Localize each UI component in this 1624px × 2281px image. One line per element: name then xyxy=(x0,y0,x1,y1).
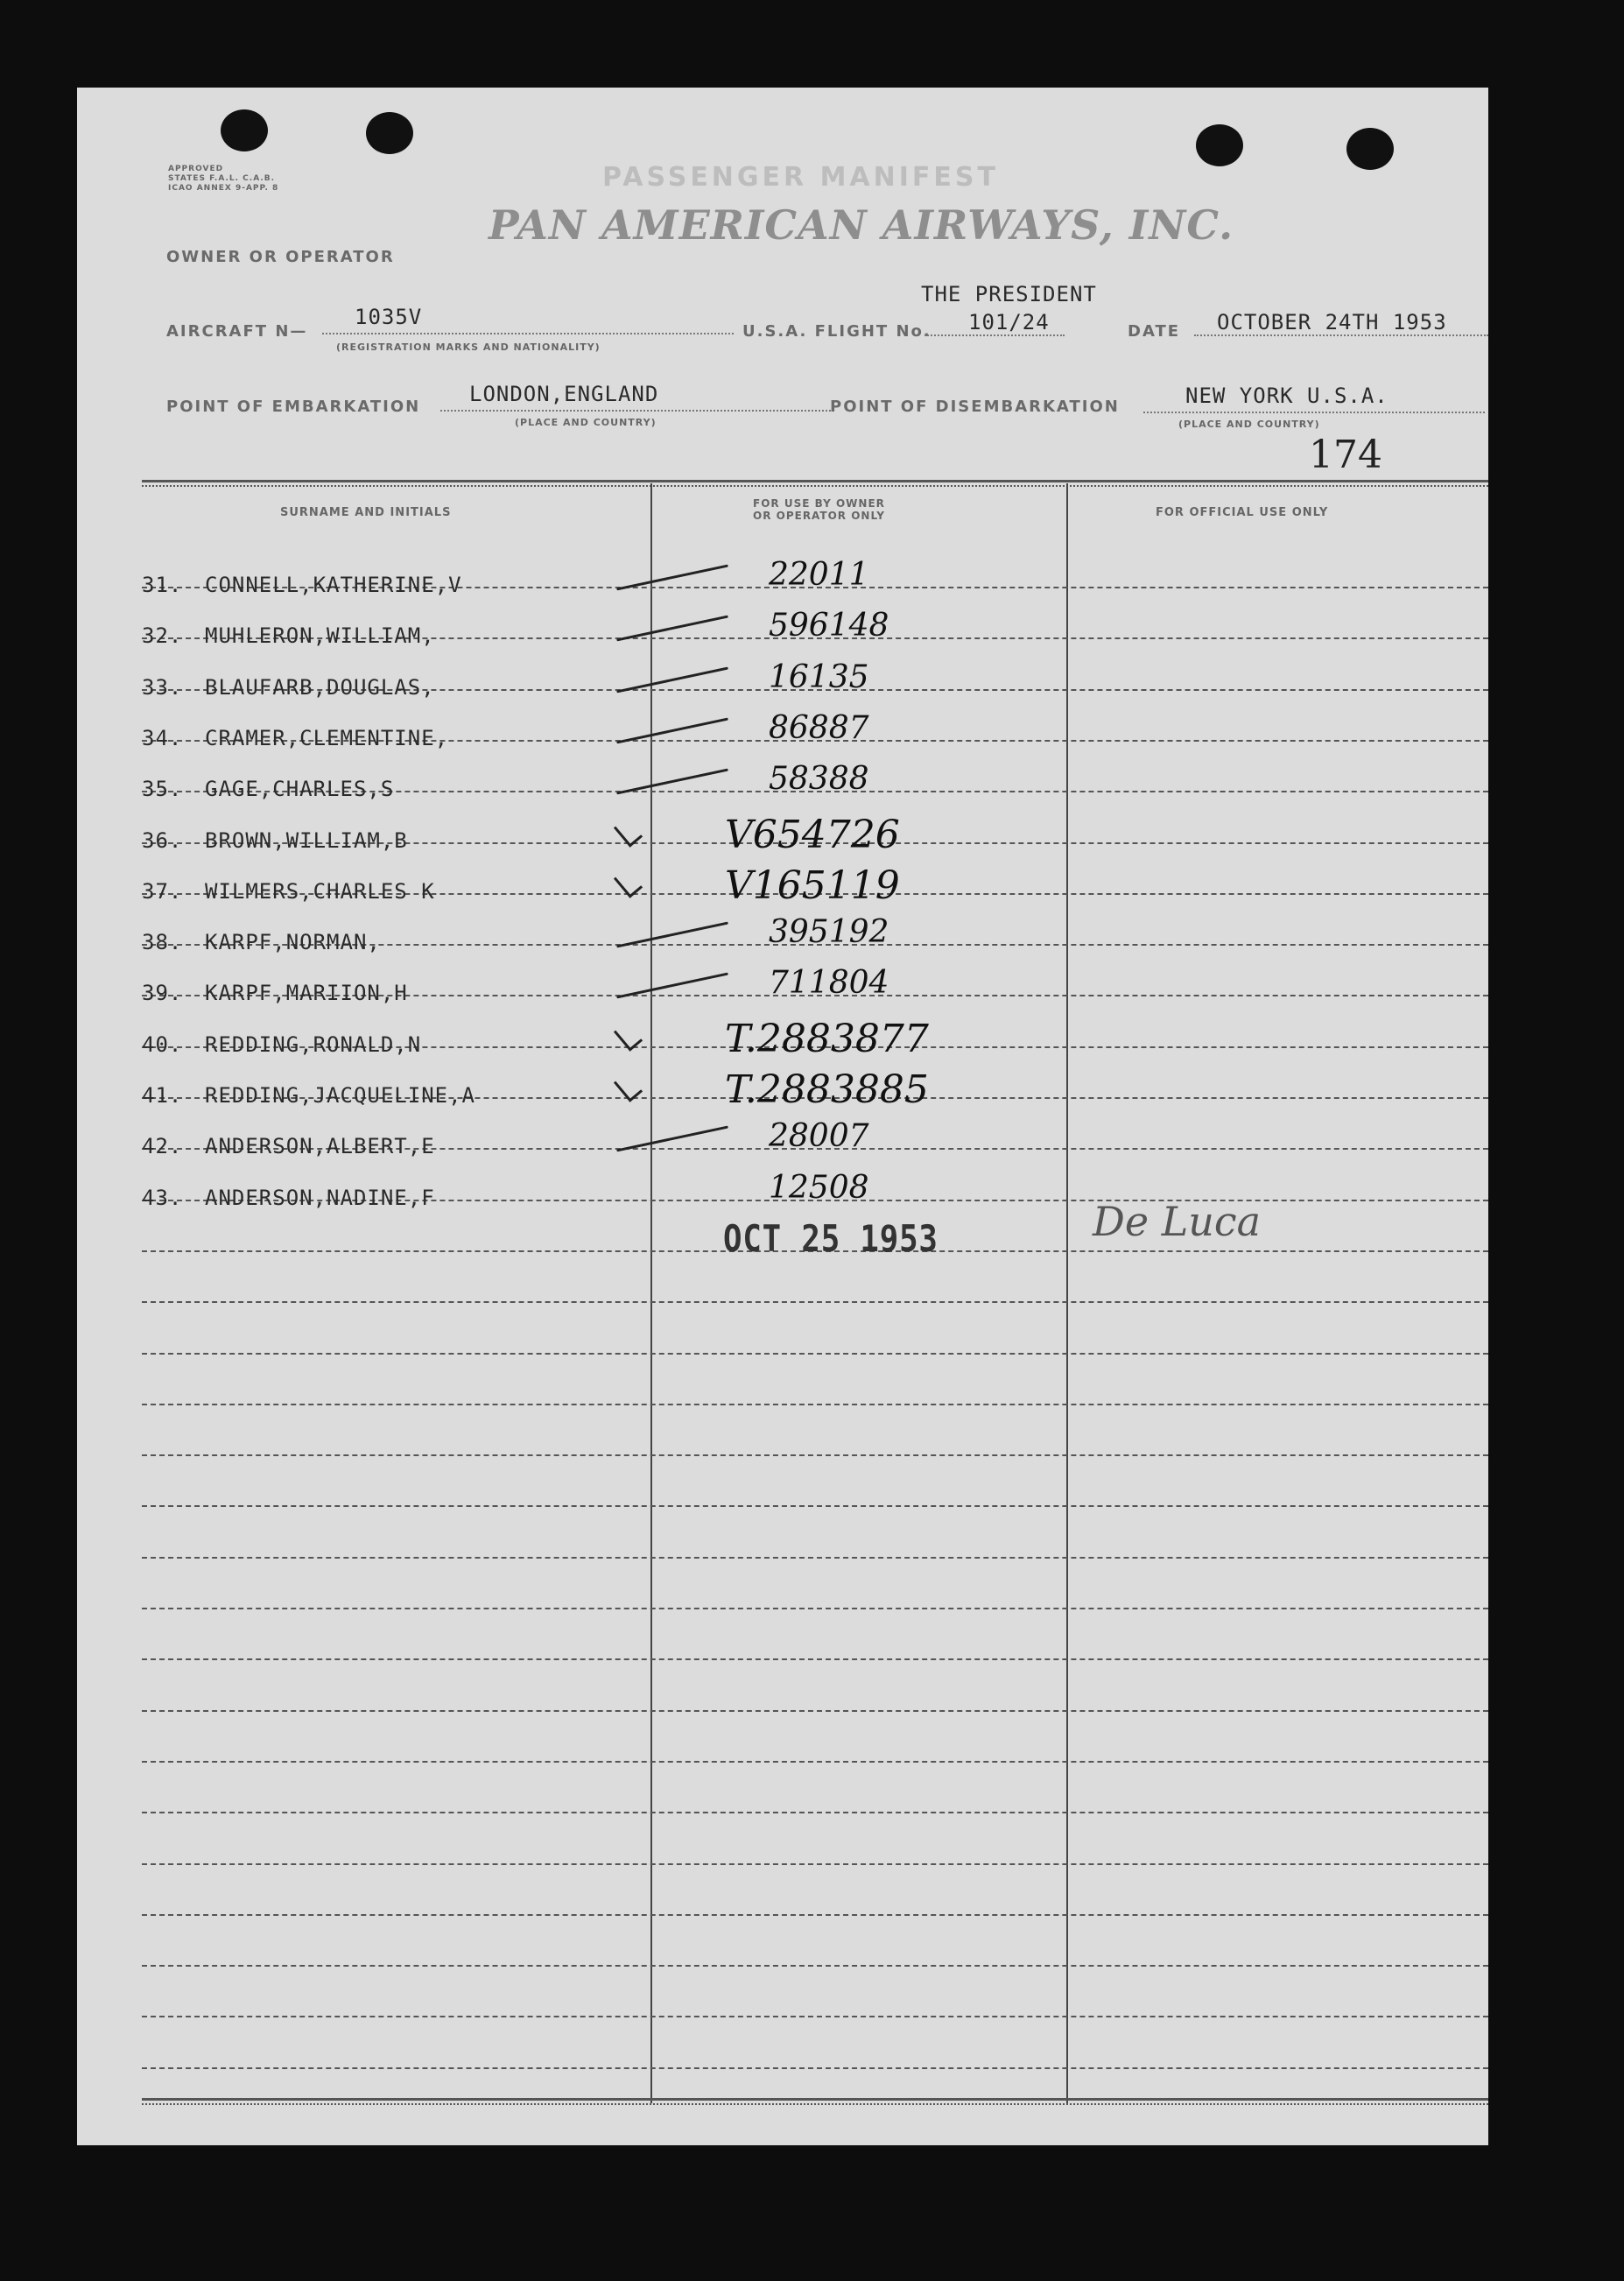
form-title: PASSENGER MANIFEST xyxy=(602,162,999,193)
passenger-code: 86887 xyxy=(769,710,869,746)
passenger-number: 33. xyxy=(142,675,183,700)
passenger-code: 596148 xyxy=(769,608,889,644)
row-rule xyxy=(142,1761,1488,1763)
embark-sub: (PLACE AND COUNTRY) xyxy=(515,417,657,428)
passenger-number: 40. xyxy=(142,1032,183,1057)
row-rule xyxy=(142,2016,1488,2017)
passenger-number: 36. xyxy=(142,828,183,853)
passenger-name: BLAUFARB,DOUGLAS, xyxy=(205,675,435,700)
date-value: OCTOBER 24TH 1953 xyxy=(1217,310,1447,334)
disembark-sub: (PLACE AND COUNTRY) xyxy=(1178,419,1320,430)
passenger-name: KARPF,MARIION,H xyxy=(205,981,408,1005)
row-rule xyxy=(142,1914,1488,1916)
passenger-code: 22011 xyxy=(769,557,869,593)
punch-hole xyxy=(221,109,268,151)
passenger-code: 711804 xyxy=(769,965,889,1001)
passenger-name: REDDING,JACQUELINE,A xyxy=(205,1083,475,1108)
flight-name: THE PRESIDENT xyxy=(921,282,1097,306)
row-rule xyxy=(142,1965,1488,1967)
aircraft-value: 1035V xyxy=(355,305,423,329)
passenger-number: 31. xyxy=(142,573,183,597)
flight-value: 101/24 xyxy=(968,310,1050,334)
passenger-code: V165119 xyxy=(725,863,900,908)
passenger-code: V654726 xyxy=(725,813,900,857)
row-rule xyxy=(142,1658,1488,1660)
row-rule xyxy=(142,1404,1488,1405)
disembark-value: NEW YORK U.S.A. xyxy=(1185,384,1388,408)
row-rule xyxy=(142,1301,1488,1303)
passenger-name: REDDING,RONALD,N xyxy=(205,1032,422,1057)
passenger-number: 32. xyxy=(142,623,183,648)
col-owner-use: FOR USE BY OWNER OR OPERATOR ONLY xyxy=(753,497,885,522)
embark-label: POINT OF EMBARKATION xyxy=(166,398,421,416)
row-rule xyxy=(142,1608,1488,1609)
flight-label: U.S.A. FLIGHT No. xyxy=(742,322,932,341)
row-rule xyxy=(142,1353,1488,1355)
passenger-code: 58388 xyxy=(769,761,869,797)
aircraft-sub: (REGISTRATION MARKS AND NATIONALITY) xyxy=(336,341,601,353)
passenger-code: 16135 xyxy=(769,659,869,695)
row-rule xyxy=(142,1812,1488,1813)
row-rule xyxy=(142,2067,1488,2069)
passenger-number: 39. xyxy=(142,981,183,1005)
passenger-name: MUHLERON,WILLIAM, xyxy=(205,623,435,648)
row-rule xyxy=(142,1710,1488,1712)
passenger-name: ANDERSON,ALBERT,E xyxy=(205,1134,435,1158)
row-rule xyxy=(142,1863,1488,1865)
passenger-code: 395192 xyxy=(769,914,889,950)
date-label: DATE xyxy=(1128,322,1181,341)
embark-value: LONDON,ENGLAND xyxy=(469,382,659,406)
passenger-code: 12508 xyxy=(769,1170,869,1206)
passenger-name: WILMERS,CHARLES K xyxy=(205,879,435,904)
row-rule xyxy=(142,1505,1488,1507)
passenger-number: 35. xyxy=(142,777,183,801)
passenger-name: CONNELL,KATHERINE,V xyxy=(205,573,462,597)
manifest-sheet xyxy=(77,88,1488,2145)
passenger-name: ANDERSON,NADINE,F xyxy=(205,1186,435,1210)
passenger-code: 28007 xyxy=(769,1118,869,1154)
passenger-code: T.2883877 xyxy=(725,1017,929,1061)
passenger-number: 37. xyxy=(142,879,183,904)
passenger-number: 41. xyxy=(142,1083,183,1108)
passenger-code: T.2883885 xyxy=(725,1067,929,1112)
passenger-number: 34. xyxy=(142,726,183,750)
passenger-name: BROWN,WILLIAM,B xyxy=(205,828,408,853)
approval-note: APPROVED STATES F.A.L. C.A.B. ICAO ANNEX 9-APP. 8 xyxy=(168,165,279,193)
passenger-number: 43. xyxy=(142,1186,183,1210)
official-signature: De Luca xyxy=(1093,1198,1262,1245)
row-rule xyxy=(142,1557,1488,1559)
passenger-number: 38. xyxy=(142,930,183,954)
punch-hole xyxy=(1196,124,1243,166)
aircraft-label: AIRCRAFT N— xyxy=(166,322,308,341)
passenger-name: KARPF,NORMAN, xyxy=(205,930,381,954)
airline-name: PAN AMERICAN AIRWAYS, INC. xyxy=(489,201,1234,249)
date-stamp: OCT 25 1953 xyxy=(723,1217,939,1260)
disembark-label: POINT OF DISEMBARKATION xyxy=(830,398,1120,416)
col-surname: SURNAME AND INITIALS xyxy=(280,506,452,519)
page-number: 174 xyxy=(1309,433,1382,477)
punch-hole xyxy=(366,112,413,154)
punch-hole xyxy=(1346,128,1394,170)
row-rule xyxy=(142,1454,1488,1456)
passenger-name: CRAMER,CLEMENTINE, xyxy=(205,726,449,750)
owner-label: OWNER OR OPERATOR xyxy=(166,248,395,266)
col-official-use: FOR OFFICIAL USE ONLY xyxy=(1156,506,1329,519)
passenger-number: 42. xyxy=(142,1134,183,1158)
passenger-name: GAGE,CHARLES,S xyxy=(205,777,395,801)
